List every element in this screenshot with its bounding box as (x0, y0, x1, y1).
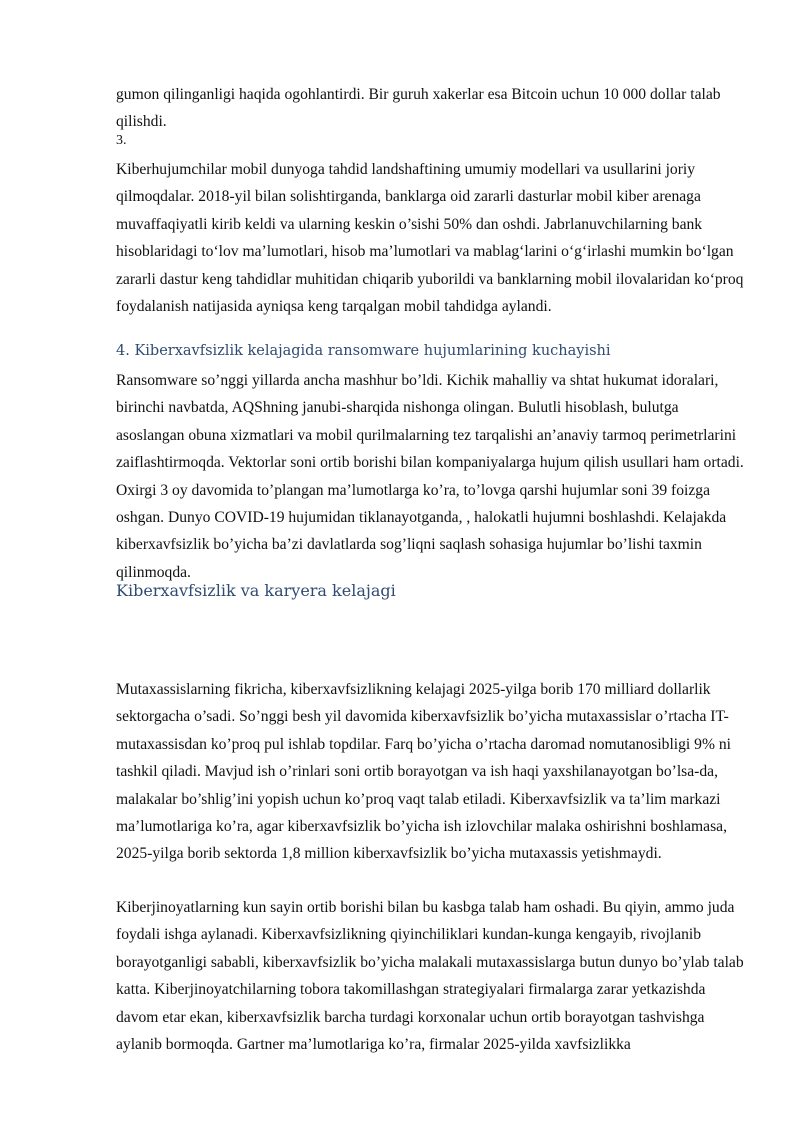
section-heading-career: Kiberxavfsizlik va karyera kelajagi (116, 581, 396, 600)
list-number: 3. (116, 133, 127, 148)
paragraph-bitcoin-demand: gumon qilinganligi haqida ogohlantirdi. Bir guruh xakerlar esa Bitcoin uchun 10 000 dollar talab qilishdi. (116, 86, 721, 131)
paragraph-career-forecast: Mutaxassislarning fikricha, kiberxavfsizlikning kelajagi 2025-yilga borib 170 milliard dollarlik sektorgacha o’sadi. So’nggi besh yil davomida kiberxavfsizlik bo’yicha mutaxassislar o’rtacha IT-mutaxassisdan ko’proq pul ishlab topdilar. Farq bo’yicha o’rtacha daromad nomutanosibligi 9% ni tashkil qiladi. Mavjud ish o’rinlari soni ortib borayotgan va ish haqi yaxshilanayotgan bo’lsa-da, malakalar bo’shlig’ini yopish uchun ko’proq vaqt talab etiladi. Kiberxavfsizlik va ta’lim markazi ma’lumotlariga ko’ra, agar kiberxavfsizlik bo’yicha ish izlovchilar malaka oshirishni boshlamasa, 2025-yilga borib sektorda 1,8 million kiberxavfsizlik bo’yicha mutaxassis yetishmaydi. (116, 681, 731, 863)
paragraph-mobile-threats: Kiberhujumchilar mobil dunyoga tahdid landshaftining umumiy modellari va usullarini joriy qilmoqdalar. 2018-yil bilan solishtirganda, banklarga oid zararli dasturlar mobil kiber arenaga muvaffaqiyatli kirib keldi va ularning keskin o’sishi 50% dan oshdi. Jabrlanuvchilarning bank hisoblaridagi to‘lov ma’lumotlari, hisob ma’lumotlari va mablag‘larini o‘g‘irlashi mumkin bo‘lgan zararli dastur keng tahdidlar muhitidan chiqarib yuborildi va banklarning mobil ilovalaridan ko‘proq foydalanish natijasida ayniqsa keng tarqalgan mobil tahdidga aylandi. (116, 161, 744, 316)
paragraph-ransomware: Ransomware so’nggi yillarda ancha mashhur bo’ldi. Kichik mahalliy va shtat hukumat idoralari, birinchi navbatda, AQShning janubi-sharqida nishonga olingan. Bulutli hisoblash, bulutga asoslangan obuna xizmatlari va mobil qurilmalarning tez tarqalishi an’anaviy tarmoq perimetrlarini zaiflashtirmoqda. Vektorlar soni ortib borishi bilan kompaniyalarga hujum qilish usullari ham ortadi. Oxirgi 3 oy davomida to’plangan ma’lumotlarga ko’ra, to’lovga qarshi hujumlar soni 39 foizga oshgan. Dunyo COVID-19 hujumidan tiklanayotganda, , halokatli hujumni boshlashdi. Kelajakda kiberxavfsizlik bo’yicha ba’zi davlatlarda sog’liqni saqlash sohasiga hujumlar bo’lishi taxmin qilinmoqda. (116, 372, 744, 581)
paragraph-career-demand: Kiberjinoyatlarning kun sayin ortib borishi bilan bu kasbga talab ham oshadi. Bu qiyin, ammo juda foydali ishga aylanadi. Kiberxavfsizlikning qiyinchiliklari kundan-kunga kengayib, rivojlanib borayotganligi sababli, kiberxavfsizlik bo’yicha malakali mutaxassislarga butun dunyo bo’ylab talab katta. Kiberjinoyatchilarning tobora takomillashgan strategiyalari firmalarga zarar yetkazishda davom etar ekan, kiberxavfsizlik barcha turdagi korxonalar uchun ortib borayotgan tashvishga aylanib bormoqda. Gartner ma’lumotlariga ko’ra, firmalar 2025-yilda xavfsizlikka (116, 899, 744, 1054)
section-heading-ransomware: 4. Kiberxavfsizlik kelajagida ransomware hujumlarining kuchayishi (116, 343, 611, 359)
